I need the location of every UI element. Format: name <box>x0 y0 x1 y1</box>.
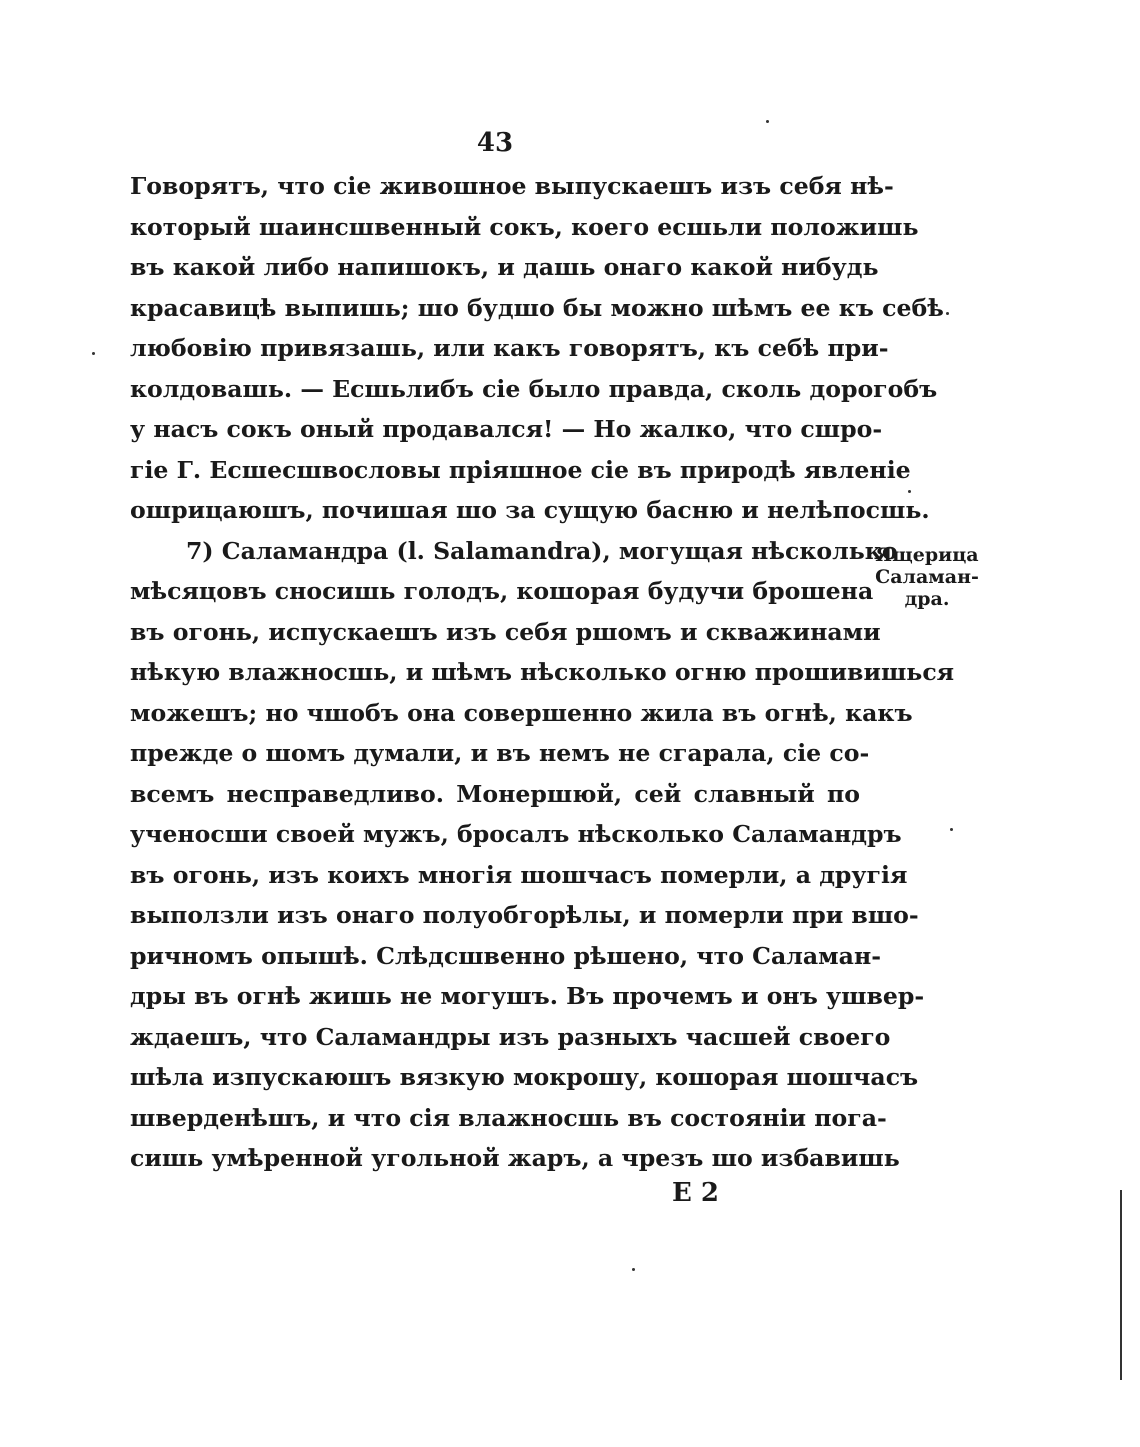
text-line: любовiю привязашь, или какъ говорятъ, къ себѣ при- <box>130 334 889 362</box>
text-line: сишь умѣренной угольной жаръ, а чрезъ шо избавишь <box>130 1144 900 1172</box>
text-line: мѣсяцовъ сносишь голодъ, кошорая будучи брошена <box>130 577 874 605</box>
margin-note <box>872 544 982 610</box>
text-line: Говорятъ, что сiе живошное выпускаешъ изъ себя нѣ- <box>130 172 894 200</box>
text-line: 7) Саламандра (l. Salamandra), могущая нѣсколько <box>186 536 898 565</box>
text-line: ошрицаюшъ, почишая шо за сущую басню и нелѣпосшь. <box>130 496 930 524</box>
text-line: ричномъ опышѣ. Слѣдсшвенно рѣшено, что Саламан- <box>130 941 882 970</box>
text-line: ждаешъ, что Саламандры изъ разныхъ часшей своего <box>130 1022 891 1051</box>
text-line: въ огонь, испускаешъ изъ себя ршомъ и скважинами <box>130 617 881 646</box>
text-line: который шаинсшвенный сокъ, коего есшьли положишь <box>130 212 919 241</box>
ink-speck <box>766 120 769 123</box>
page-number: 43 <box>476 128 514 158</box>
text-line: гiе Г. Есшесшвословы прiяшное сiе въ природѣ явленiе <box>130 455 911 484</box>
text-line: въ какой либо напишокъ, и дашь онаго какой нибудь <box>130 253 879 281</box>
text-line: красавицѣ выпишь; шо будшо бы можно шѣмъ ее къ себѣ <box>130 293 944 322</box>
ink-speck <box>908 490 911 493</box>
text-line: всемъ несправедливо. Монершюй, сей славный по <box>130 779 860 808</box>
margin-note-line: дра. <box>904 588 950 610</box>
text-line: въ огонь, изъ коихъ многiя шошчасъ померли, а другiя <box>130 860 908 889</box>
text-line: шѣла изпускаюшъ вязкую мокрошу, кошорая шошчасъ <box>130 1063 919 1091</box>
text-line: можешъ; но чшобъ она совершенно жила въ огнѣ, какъ <box>130 698 913 727</box>
signature-mark: E 2 <box>672 1178 719 1208</box>
text-line: нѣкую влажносшь, и шѣмъ нѣсколько огню прошивишься <box>130 658 955 686</box>
text-line: шверденѣшъ, и что сiя влажносшь въ состоянiи пога- <box>130 1103 887 1132</box>
ink-speck <box>92 352 95 355</box>
text-line: у насъ сокъ оный продавался! — Но жалко, что сшро- <box>130 415 883 443</box>
ink-speck <box>950 828 953 831</box>
text-line: выползли изъ онаго полуобгорѣлы, и померли при вшо- <box>130 901 919 929</box>
ink-speck <box>632 1268 635 1271</box>
text-line: дры въ огнѣ жишь не могушъ. Въ прочемъ и онъ ушвер- <box>130 982 925 1010</box>
text-line: прежде о шомъ думали, и въ немъ не сгарала, сiе со- <box>130 739 870 767</box>
ink-speck <box>946 312 949 315</box>
margin-note-line: Ящерица <box>875 544 979 566</box>
margin-note-line: Саламан- <box>875 566 979 588</box>
text-line: колдовашь. — Есшьлибъ сiе было правда, сколь дорогобъ <box>130 374 938 403</box>
page-edge-shadow <box>1120 1190 1122 1380</box>
text-line: ученосши своей мужъ, бросалъ нѣсколько Саламандръ <box>130 820 902 848</box>
